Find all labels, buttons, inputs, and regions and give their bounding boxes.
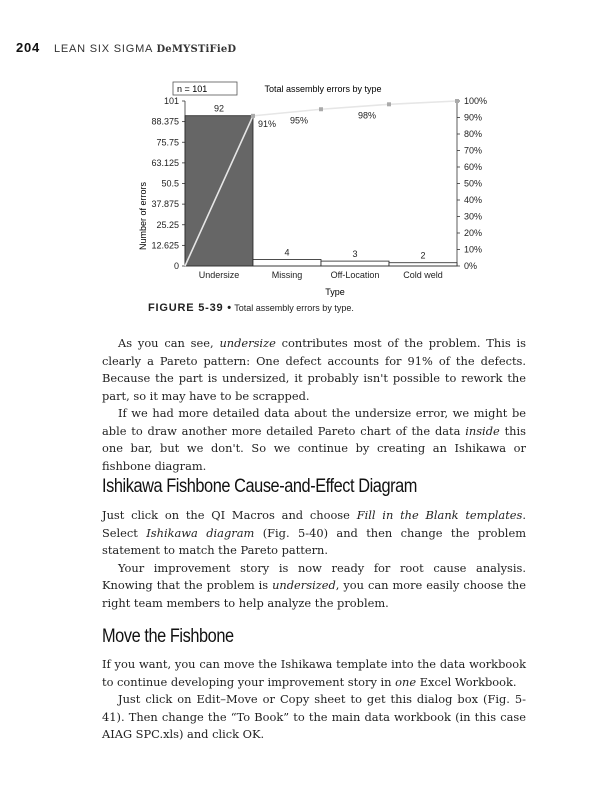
text-run: contributes most of the problem. This is clearly a Pareto pattern: One defect accounts for 91% of the defects. Because the part is undersized, it probably isn't possible to rework the part, so it may have to be scrapped. [102,336,526,403]
value-label: 2 [420,250,426,261]
y2-tick-label: 20% [464,228,483,238]
y-tick-label: 25.25 [156,219,179,230]
cumulative-point [455,99,459,103]
y2-tick-label: 40% [464,195,483,205]
y2-tick-label: 10% [464,244,483,255]
pareto-chart [118,76,498,300]
y2-tick-label: 80% [464,129,483,139]
text-run: Your improvement story is now ready for root cause analysis. Knowing that the problem is [102,560,526,592]
paragraph [102,507,526,560]
y2-tick-label: 30% [464,211,483,222]
y2-tick-label: 60% [464,162,483,172]
page-number: 204 [16,40,41,55]
category-label: Cold weld [403,270,443,280]
paragraph [102,691,526,744]
y-tick-label: 101 [163,96,179,106]
body-text-block-2 [102,507,526,612]
category-label: Missing [271,270,303,280]
y-tick-label: 0 [173,261,179,271]
cumulative-point [251,114,255,118]
book-title-suffix: DeMYSTiFieD [156,44,237,55]
emphasis: Ishikawa diagram [146,525,255,540]
chart-title: Total assembly errors by type [264,84,382,94]
emphasis: inside [465,423,500,438]
cumulative-point [387,102,391,106]
y2-tick-label: 0% [464,261,478,271]
text-run: , you can more easily choose the right team members to help analyze the problem. [102,578,526,610]
paragraph [102,656,526,691]
y-axis-left [151,96,185,271]
figure-label: FIGURE 5-39 • [148,302,232,314]
paragraph [102,405,526,475]
text-run: this one bar, but we don't. So we continue by creating an Ishikawa or fishbone diagram. [102,423,526,473]
n-label: n = 101 [177,84,208,94]
body-text-block-3 [102,656,526,744]
value-label: 92 [213,103,225,114]
emphasis: undersized [272,578,336,592]
emphasis: undersize [219,336,276,350]
text-run: Just click on Edit–Move or Copy sheet to get this dialog box (Fig. 5-41). Then change the “To Book” to the main data workbook (in this case AIAG SPC.xls) and click OK. [102,692,526,741]
running-head [16,40,236,55]
category-labels [199,270,443,280]
text-run: Just click on the QI Macros and choose [102,508,357,522]
book-title: LEAN SIX SIGMA [53,43,153,55]
body-text-block-1 [102,335,526,475]
paragraph [102,335,526,405]
category-label: Off-Location [330,270,380,280]
y-tick-label: 12.625 [151,240,179,251]
y2-tick-label: 100% [464,96,488,106]
bar [253,259,321,266]
bar [389,263,457,266]
cumulative-label: 98% [357,110,377,121]
y-tick-label: 88.375 [151,116,179,127]
text-run: . Select [102,508,526,540]
text-run: If we had more detailed data about the undersize error, we might be able to draw another more detailed Pareto chart of the data [102,406,526,438]
y-tick-label: 75.75 [156,137,179,148]
bars [185,116,457,266]
category-label: Undersize [198,270,240,280]
y2-tick-label: 70% [464,145,483,156]
value-label: 4 [284,247,290,258]
y-tick-label: 50.5 [161,178,179,189]
cumulative-label: 95% [289,115,309,126]
paragraph [102,560,526,613]
text-run: (Fig. 5-40) and then change the problem statement to match the Pareto pattern. [102,525,526,557]
cumulative-label: 91% [257,118,277,129]
text-run: If you want, you can move the Ishikawa template into the data workbook to continue developing your improvement story in [102,657,526,689]
section-heading: Move the Fishbone [102,626,234,647]
y2-tick-label: 90% [464,112,483,123]
y-tick-label: 37.875 [151,199,179,210]
section-heading: Ishikawa Fishbone Cause-and-Effect Diagram [102,476,417,497]
emphasis: one [395,674,417,689]
cumulative-point [319,107,323,111]
emphasis: Fill in the Blank templates [356,508,523,522]
y2-tick-label: 50% [464,178,483,189]
bar [321,261,389,266]
x-axis-label: Type [325,287,345,297]
figure-caption-text: Total assembly errors by type. [234,303,354,313]
y-axis-right [457,96,487,271]
text-run: As you can see, [118,336,220,350]
value-label: 3 [352,249,358,260]
text-run: Excel Workbook. [416,674,517,689]
figure-caption [148,302,354,314]
y-axis-label: Number of errors [138,181,148,251]
y-tick-label: 63.125 [151,157,179,168]
